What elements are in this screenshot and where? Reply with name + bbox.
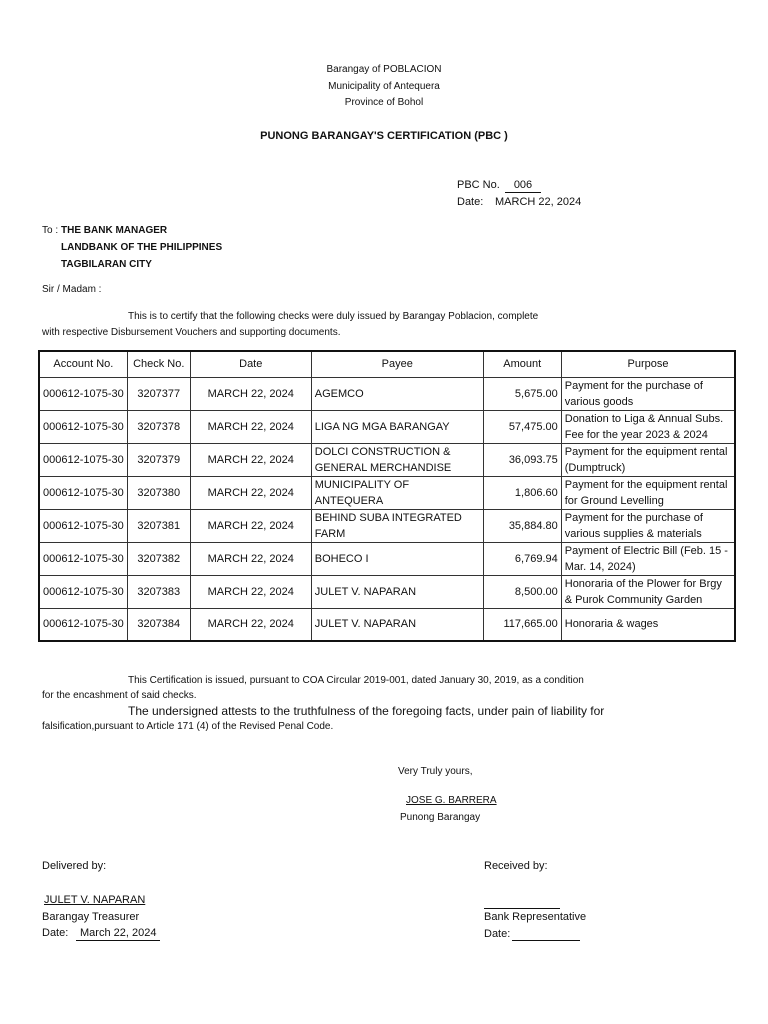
pbc-date-label: Date: [457, 196, 484, 208]
cell-payee: MUNICIPALITY OF ANTEQUERA [311, 476, 483, 509]
municipality-line: Municipality of Antequera [328, 81, 440, 92]
province-line: Province of Bohol [344, 97, 424, 108]
intro-line-1: This is to certify that the following checks were duly issued by Barangay Poblacion, complete [128, 311, 539, 322]
delivered-by-label: Delivered by: [42, 860, 107, 872]
cell-purpose: Honoraria of the Plower for Brgy & Purok Community Garden [561, 575, 735, 608]
barangay-line: Barangay of POBLACION [326, 64, 442, 75]
table-row [39, 410, 735, 443]
cell-date: MARCH 22, 2024 [190, 509, 311, 542]
table-row [39, 476, 735, 509]
cell-check: 3207380 [127, 476, 190, 509]
cell-account: 000612-1075-30 [39, 410, 127, 443]
to-label: To : [42, 225, 59, 236]
delivered-date-value: March 22, 2024 [76, 927, 160, 941]
salutation: Sir / Madam : [42, 284, 102, 295]
cell-amount: 35,884.80 [483, 509, 561, 542]
cell-account: 000612-1075-30 [39, 608, 127, 641]
col-header-purpose: Purpose [561, 351, 735, 377]
table-row [39, 575, 735, 608]
cell-purpose: Payment for the purchase of various goods [561, 377, 735, 410]
certification-line-4: falsification,pursuant to Article 171 (4) of the Revised Penal Code. [42, 721, 334, 732]
cell-payee: BEHIND SUBA INTEGRATED FARM [311, 509, 483, 542]
addressee-line-1: THE BANK MANAGER [61, 225, 168, 236]
table-row [39, 377, 735, 410]
cell-amount: 57,475.00 [483, 410, 561, 443]
col-header-check: Check No. [127, 351, 190, 377]
col-header-payee: Payee [311, 351, 483, 377]
cell-amount: 8,500.00 [483, 575, 561, 608]
cell-date: MARCH 22, 2024 [190, 443, 311, 476]
signatory-title: Punong Barangay [400, 812, 481, 823]
col-header-amount: Amount [483, 351, 561, 377]
certification-line-3: The undersigned attests to the truthfulness of the foregoing facts, under pain of liability for [128, 704, 605, 718]
cell-check: 3207382 [127, 542, 190, 575]
table-row [39, 509, 735, 542]
cell-payee: JULET V. NAPARAN [311, 575, 483, 608]
certification-line-1: This Certification is issued, pursuant to COA Circular 2019-001, dated January 30, 2019, as a condition [128, 675, 584, 686]
table-row [39, 443, 735, 476]
cell-account: 000612-1075-30 [39, 575, 127, 608]
cell-amount: 1,806.60 [483, 476, 561, 509]
addressee-line-3: TAGBILARAN CITY [61, 259, 152, 270]
received-signature-line [484, 908, 560, 909]
cell-account: 000612-1075-30 [39, 542, 127, 575]
col-header-date: Date [190, 351, 311, 377]
cell-account: 000612-1075-30 [39, 476, 127, 509]
pbc-no-value: 006 [505, 179, 541, 193]
table-row [39, 542, 735, 575]
cell-payee: DOLCI CONSTRUCTION & GENERAL MERCHANDISE [311, 443, 483, 476]
cell-purpose: Donation to Liga & Annual Subs. Fee for the year 2023 & 2024 [561, 410, 735, 443]
signatory-name: JOSE G. BARRERA [406, 795, 497, 806]
cell-purpose: Payment for the equipment rental for Ground Levelling [561, 476, 735, 509]
received-date-line [512, 940, 580, 941]
cell-amount: 117,665.00 [483, 608, 561, 641]
cell-date: MARCH 22, 2024 [190, 608, 311, 641]
cell-payee: LIGA NG MGA BARANGAY [311, 410, 483, 443]
cell-amount: 6,769.94 [483, 542, 561, 575]
cell-check: 3207383 [127, 575, 190, 608]
cell-date: MARCH 22, 2024 [190, 410, 311, 443]
cell-purpose: Payment of Electric Bill (Feb. 15 - Mar. 14, 2024) [561, 542, 735, 575]
pbc-date-value: MARCH 22, 2024 [495, 196, 582, 208]
cell-account: 000612-1075-30 [39, 443, 127, 476]
cell-purpose: Honoraria & wages [561, 608, 735, 641]
received-by-title: Bank Representative [484, 911, 587, 923]
col-header-account: Account No. [39, 351, 127, 377]
cell-account: 000612-1075-30 [39, 509, 127, 542]
cell-date: MARCH 22, 2024 [190, 575, 311, 608]
cell-check: 3207379 [127, 443, 190, 476]
table-header-row [39, 351, 735, 377]
received-date-label: Date: [484, 928, 511, 940]
delivered-by-name: JULET V. NAPARAN [44, 894, 146, 906]
cell-amount: 5,675.00 [483, 377, 561, 410]
valediction: Very Truly yours, [398, 766, 473, 777]
delivered-by-title: Barangay Treasurer [42, 911, 140, 923]
cell-date: MARCH 22, 2024 [190, 377, 311, 410]
cell-check: 3207384 [127, 608, 190, 641]
intro-line-2: with respective Disbursement Vouchers and supporting documents. [42, 327, 341, 338]
cell-check: 3207377 [127, 377, 190, 410]
pbc-no-label: PBC No. [457, 179, 500, 191]
cell-check: 3207378 [127, 410, 190, 443]
document-title: PUNONG BARANGAY'S CERTIFICATION (PBC ) [260, 130, 508, 142]
certification-line-2: for the encashment of said checks. [42, 690, 197, 701]
cell-purpose: Payment for the equipment rental (Dumptruck) [561, 443, 735, 476]
delivered-date-label: Date: [42, 927, 69, 939]
cell-account: 000612-1075-30 [39, 377, 127, 410]
addressee-line-2: LANDBANK OF THE PHILIPPINES [61, 242, 223, 253]
cell-payee: BOHECO I [311, 542, 483, 575]
cell-check: 3207381 [127, 509, 190, 542]
cell-date: MARCH 22, 2024 [190, 476, 311, 509]
cell-date: MARCH 22, 2024 [190, 542, 311, 575]
cell-payee: JULET V. NAPARAN [311, 608, 483, 641]
cell-purpose: Payment for the purchase of various supplies & materials [561, 509, 735, 542]
cell-amount: 36,093.75 [483, 443, 561, 476]
table-row [39, 608, 735, 641]
checks-table [38, 350, 736, 642]
cell-payee: AGEMCO [311, 377, 483, 410]
received-by-label: Received by: [484, 860, 548, 872]
